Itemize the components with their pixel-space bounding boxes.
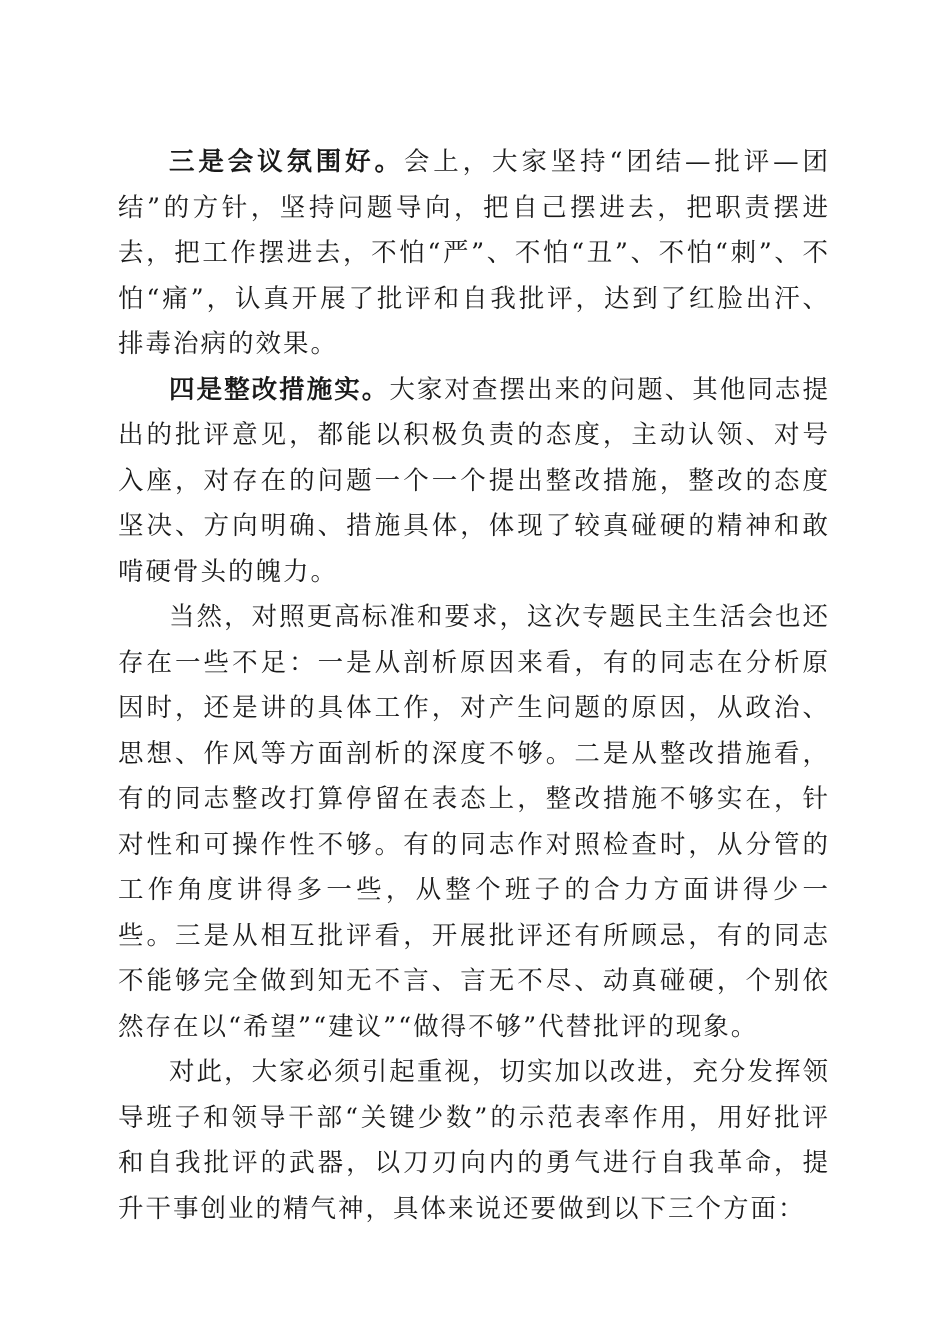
paragraph-shortcomings	[118, 595, 830, 1050]
paragraph-text: 对此，大家必须引起重视，切实加以改进，充分发挥领导班子和领导干部“关键少数”的示范表率作用，用好批评和自我批评的武器，以刀刃向内的勇气进行自我革命，提升干事创业的精气神，具体来说还要做到以下三个方面：	[118, 1057, 830, 1224]
paragraph-meeting-atmosphere	[118, 140, 830, 368]
paragraph-improvement	[118, 1050, 830, 1232]
paragraph-text: 会上，大家坚持“团结—批评—团结”的方针，坚持问题导向，把自己摆进去，把职责摆进去，把工作摆进去，不怕“严”、不怕“丑”、不怕“刺”、不怕“痛”，认真开展了批评和自我批评，达到了红脸出汗、排毒治病的效果。	[118, 147, 830, 359]
paragraph-text: 大家对查摆出来的问题、其他同志提出的批评意见，都能以积极负责的态度，主动认领、对号入座，对存在的问题一个一个提出整改措施，整改的态度坚决、方向明确、措施具体，体现了较真碰硬的精神和敢啃硬骨头的魄力。	[118, 374, 830, 587]
paragraph-rectification-measures	[118, 368, 830, 596]
paragraph-lead: 四是整改措施实。	[169, 374, 390, 405]
paragraph-lead: 三是会议氛围好。	[169, 147, 404, 177]
paragraph-text: 当然，对照更高标准和要求，这次专题民主生活会也还存在一些不足：一是从剖析原因来看，有的同志在分析原因时，还是讲的具体工作，对产生问题的原因，从政治、思想、作风等方面剖析的深度不够。二是从整改措施看，有的同志整改打算停留在表态上，整改措施不够实在，针对性和可操作性不够。有的同志作对照检查时，从分管的工作角度讲得多一些，从整个班子的合力方面讲得少一些。三是从相互批评看，开展批评还有所顾忌，有的同志不能够完全做到知无不言、言无不尽、动真碰硬，个别依然存在以“希望”“建议”“做得不够”代替批评的现象。	[118, 602, 830, 1042]
document-body	[118, 140, 830, 1232]
